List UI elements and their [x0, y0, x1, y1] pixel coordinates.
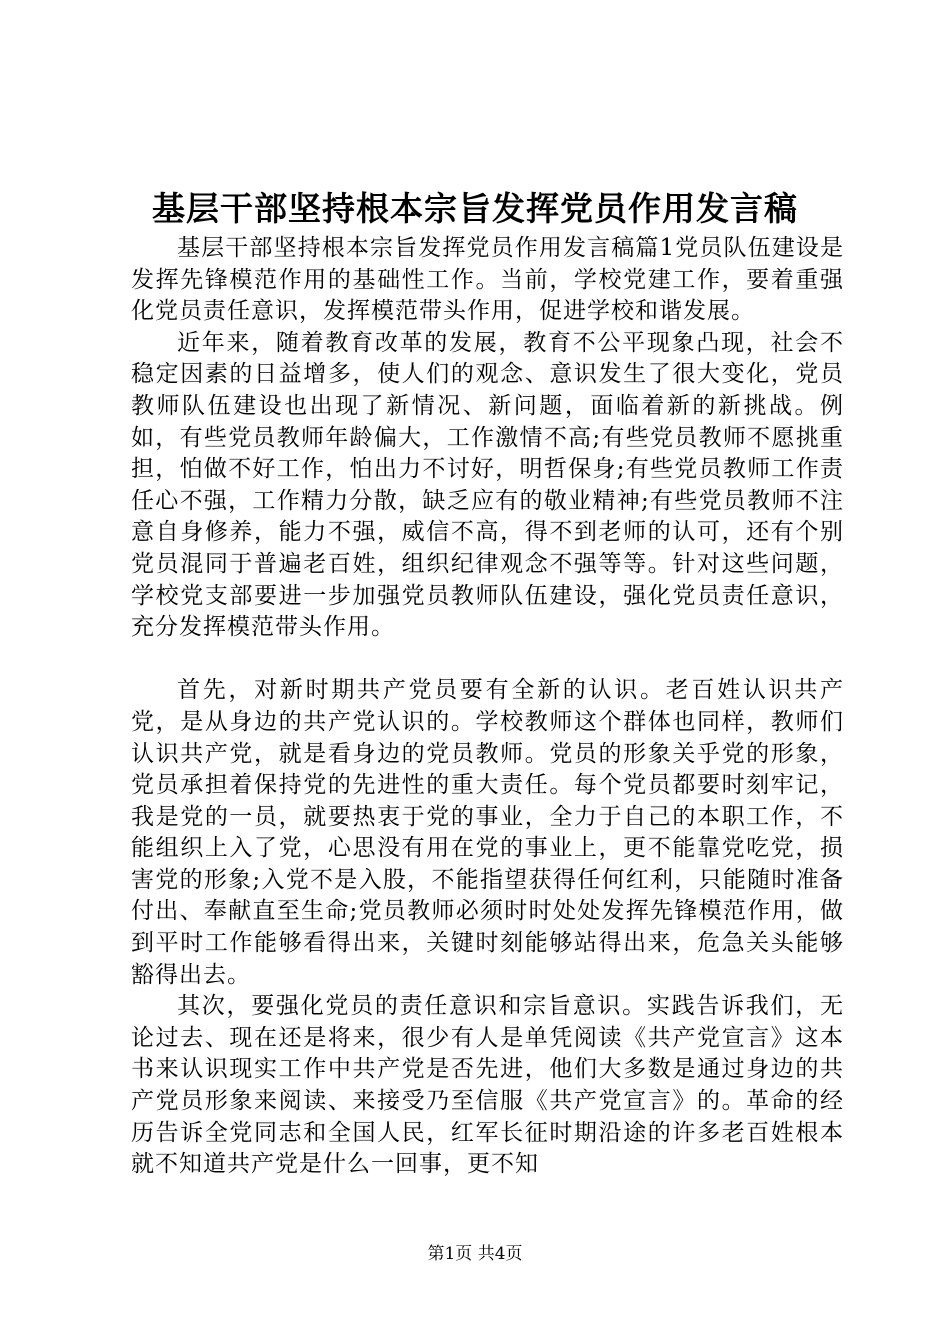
paragraph-3: 首先，对新时期共产党员要有全新的认识。老百姓认识共产党，是从身边的共产党认识的。学校教师这个群体也同样，教师们认识共产党，就是看身边的党员教师。党员的形象关乎党的形象，党员承担着保持党的先进性的重大责任。每个党员都要时刻牢记，我是党的一员，就要热衷于党的事业，全力于自己的本职工作，不能组织上入了党，心思没有用在党的事业上，更不能靠党吃党，损害党的形象;入党不是入股，不能指望获得任何红利，只能随时准备付出、奉献直至生命;党员教师必须时时处处发挥先锋模范作用，做到平时工作能够看得出来，关键时刻能够站得出来，危急关头能够豁得出去。 — [131, 677, 844, 988]
page-footer: 第1页 共4页 — [427, 1244, 523, 1264]
paragraph-4: 其次，要强化党员的责任意识和宗旨意识。实践告诉我们，无论过去、现在还是将来，很少有人是单凭阅读《共产党宣言》这本书来认识现实工作中共产党是否先进，他们大多数是通过身边的共产党员形象来阅读、来接受乃至信服《共产党宣言》的。革命的经历告诉全党同志和全国人民，红军长征时期沿途的许多老百姓根本就不知道共产党是什么一回事，更不知 — [131, 993, 844, 1178]
document-body — [131, 233, 844, 1181]
document-title: 基层干部坚持根本宗旨发挥党员作用发言稿 — [152, 189, 798, 228]
paragraph-2: 近年来，随着教育改革的发展，教育不公平现象凸现，社会不稳定因素的日益增多，使人们的观念、意识发生了很大变化，党员教师队伍建设也出现了新情况、新问题，面临着新的新挑战。例如，有些党员教师年龄偏大，工作激情不高;有些党员教师不愿挑重担，怕做不好工作，怕出力不讨好，明哲保身;有些党员教师工作责任心不强，工作精力分散，缺乏应有的敬业精神;有些党员教师不注意自身修养，能力不强，威信不高，得不到老师的认可，还有个别党员混同于普遍老百姓，组织纪律观念不强等等。针对这些问题，学校党支部要进一步加强党员教师队伍建设，强化党员责任意识，充分发挥模范带头作用。 — [131, 329, 844, 641]
paragraph-1: 基层干部坚持根本宗旨发挥党员作用发言稿篇1党员队伍建设是发挥先锋模范作用的基础性工作。当前，学校党建工作，要着重强化党员责任意识，发挥模范带头作用，促进学校和谐发展。 — [131, 235, 844, 325]
